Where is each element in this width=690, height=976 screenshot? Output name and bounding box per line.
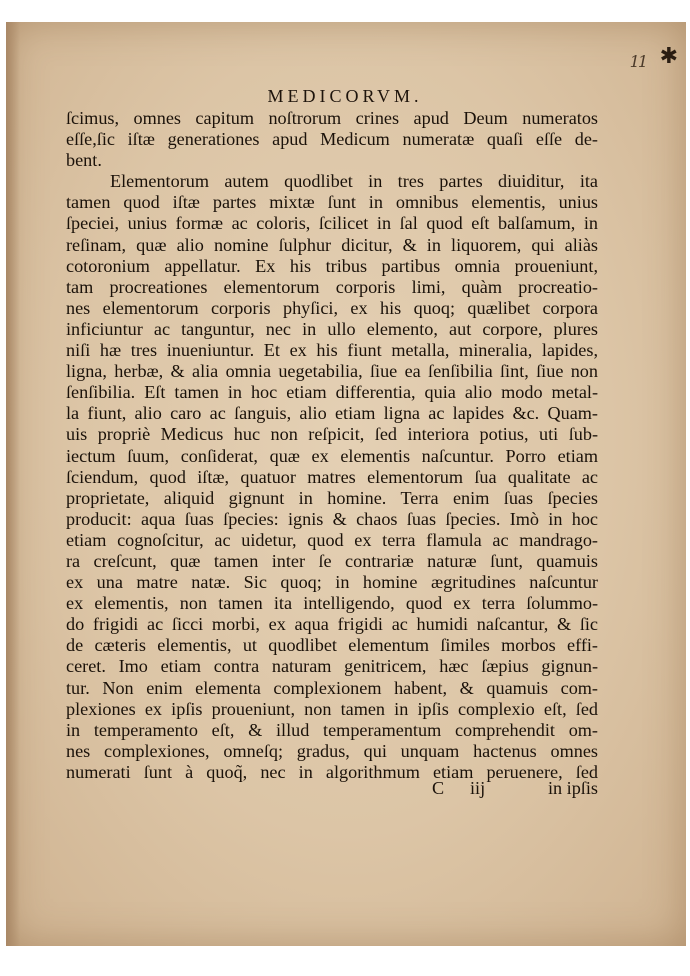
text-line: de cæteris elementis, ut quodlibet elementum ſimiles morbos effi- xyxy=(66,635,598,656)
text-line: numerati ſunt à quoq̃, nec in algorithmum etiam peruenere, ſed xyxy=(66,761,598,782)
text-line: ex una matre natæ. Sic quoq; in homine ægritudines naſcuntur xyxy=(66,572,598,593)
text-line: eſſe,ſic iſtæ generationes apud Medicum numeratæ quaſi eſſe de- xyxy=(66,129,598,150)
text-line: ceret. Imo etiam contra naturam genitricem, hæc ſæpius gignun- xyxy=(66,656,598,677)
text-line: ſcimus, omnes capitum noſtrorum crines apud Deum numeratos xyxy=(66,108,598,128)
text-line: iectum ſuum, conſiderat, quæ ex elementis naſcuntur. Porro etiam xyxy=(66,445,598,466)
signature-number: iij xyxy=(470,778,486,798)
text-line: in temperamento eſt, & illud temperamentum comprehendit om- xyxy=(66,719,598,740)
text-line: ſenſibilia. Eſt tamen in hoc etiam differentia, quia alio modo metal- xyxy=(66,382,598,403)
text-line: producit: aqua ſuas ſpecies: ignis & chaos ſuas ſpecies. Imò in hoc xyxy=(66,508,598,529)
text-line: la fiunt, alio caro ac ſanguis, alio etiam ligna ac lapides &c. Quam- xyxy=(66,403,598,424)
running-header: MEDICORVM. xyxy=(267,86,423,106)
text-line: ex elementis, non tamen ita intelligendo, quod ex terra ſolummo- xyxy=(66,593,598,614)
page-footer xyxy=(66,778,598,802)
body-text xyxy=(66,108,598,783)
text-line: tur. Non enim elementa complexionem habent, & quamuis com- xyxy=(66,677,598,698)
text-line: ſciendum, quod iſtæ, quatuor matres elementorum ſua qualitate ac xyxy=(66,466,598,487)
text-line: Elementorum autem quodlibet in tres partes diuiditur, ita xyxy=(110,171,598,192)
text-line: etiam cognoſcitur, ac uidetur, quod ex terra flamula ac mandrago- xyxy=(66,529,598,550)
text-line: proprietate, aliquid gignunt in homine. Terra enim ſuas ſpecies xyxy=(66,487,598,508)
text-line: do frigidi ac ſicci morbi, ex aqua frigidi ac humidi naſcantur, & ſic xyxy=(66,614,598,635)
text-line: nes complexiones, omneſq; gradus, qui unquam hactenus omnes xyxy=(66,740,598,761)
text-line: nes elementorum corporis phyſici, ex his quoq; quælibet corpora xyxy=(66,297,598,318)
text-line: tam procreationes elementorum corporis limi, quàm procreatio- xyxy=(66,276,598,297)
text-line: uis propriè Medicus huc non reſpicit, ſed interiora potius, uti ſub- xyxy=(66,424,598,445)
text-line: bent. xyxy=(66,150,102,171)
page-gutter-shadow xyxy=(6,22,20,946)
text-line: ligna, herbæ, & alia omnia uegetabilia, ſiue ea ſenſibilia ſint, ſiue non xyxy=(66,361,598,382)
asterisk-icon: ✱ xyxy=(659,44,678,69)
text-line: plexiones ex ipſis proueniunt, non tamen in ipſis complexio eſt, ſed xyxy=(66,698,598,719)
text-line: ſpeciei, unius formæ ac coloris, ſcilicet in ſal quod eſt balſamum, in xyxy=(66,213,598,234)
signature-mark: C xyxy=(432,778,445,798)
text-line: inficiuntur ac tanguntur, nec in ullo elemento, aut corpore, plures xyxy=(66,318,598,339)
text-line: ra creſcunt, quæ tamen inter ſe contrariæ naturæ ſunt, quamuis xyxy=(66,550,598,571)
text-line: reſinam, quæ alio nomine ſulphur dicitur, & in liquorem, qui aliàs xyxy=(66,234,598,255)
text-line: tamen quod iſtæ partes mixtæ ſunt in omnibus elementis, unius xyxy=(66,192,598,213)
text-line: cotoronium appellatur. Ex his tribus partibus omnia proueniunt, xyxy=(66,255,598,276)
text-line: niſi hæ tres inueniuntur. Et ex his fiunt metalla, mineralia, lapides, xyxy=(66,340,598,361)
handwritten-mark: 11 xyxy=(629,52,646,71)
catchword: in ipſis xyxy=(547,778,598,798)
